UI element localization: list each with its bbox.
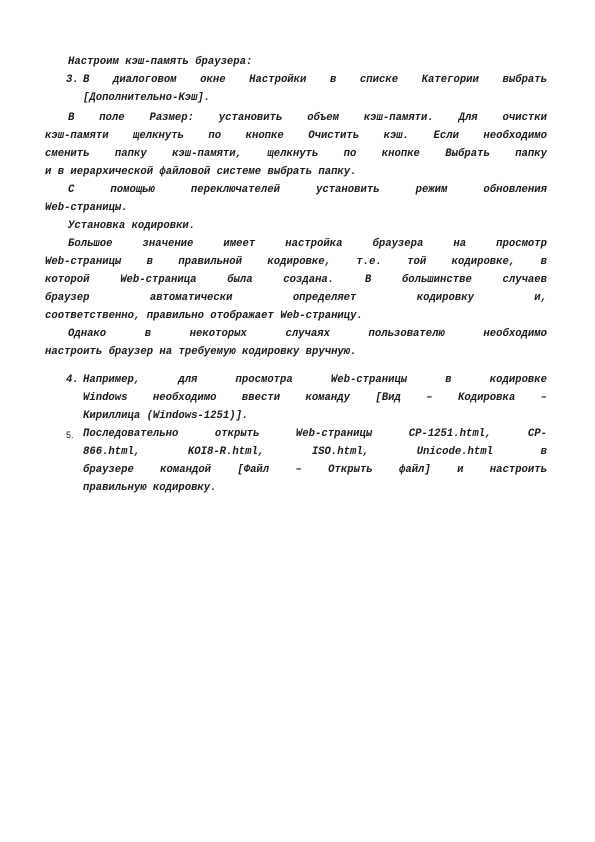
step5-number: 5.: [66, 430, 74, 440]
para-however-line1: Однако в некоторых случаях пользователю необходимо: [68, 328, 547, 340]
para-refresh-line2: Web-страницы.: [45, 202, 128, 214]
para-encoding-line2: Web-страницы в правильной кодировке, т.е. той кодировке, в: [45, 256, 547, 268]
subheading: Установка кодировки.: [68, 220, 196, 232]
step3-number: 3.: [66, 74, 79, 86]
para-encoding-line5: соответственно, правильно отображает Web-страницу.: [45, 310, 363, 322]
para-encoding-line1: Большое значение имеет настройка браузера на просмотр: [68, 238, 547, 250]
step5-line1: Последовательно открыть Web-страницы CP-1251.html, CP-: [83, 428, 547, 440]
para-encoding-line4: браузер автоматически определяет кодировку и,: [45, 292, 547, 304]
para-cache-line4: и в иерархической файловой системе выбрать папку.: [45, 166, 357, 178]
para-cache-line2: кэш-памяти щелкнуть по кнопке Очистить кэш. Если необходимо: [45, 130, 547, 142]
step4-line1: Например, для просмотра Web-страницы в кодировке: [83, 374, 547, 386]
para-encoding-line3: которой Web-страница была создана. В большинстве случаев: [45, 274, 547, 286]
para-refresh-line1: С помощью переключателей установить режим обновления: [68, 184, 547, 196]
para-however-line2: настроить браузер на требуемую кодировку вручную.: [45, 346, 357, 358]
step5-line2: 866.html, KOI8-R.html, ISO.html, Unicode.html в: [83, 446, 547, 458]
para-cache-line1: В поле Размер: установить объем кэш-памяти. Для очистки: [68, 112, 547, 124]
step3-line1: В диалоговом окне Настройки в списке Категории выбрать: [83, 74, 547, 86]
step4-line3: Кириллица (Windows-1251)].: [83, 410, 249, 422]
step4-number: 4.: [66, 374, 79, 386]
heading: Настроим кэш-память браузера:: [68, 56, 253, 68]
step5-line4: правильную кодировку.: [83, 482, 217, 494]
step5-line3: браузере командой [Файл – Открыть файл] и настроить: [83, 464, 547, 476]
step4-line2: Windows необходимо ввести команду [Вид – Кодировка –: [83, 392, 547, 404]
para-cache-line3: сменить папку кэш-памяти, щелкнуть по кнопке Выбрать папку: [45, 148, 547, 160]
step3-line2: [Дополнительно-Кэш].: [83, 92, 211, 104]
